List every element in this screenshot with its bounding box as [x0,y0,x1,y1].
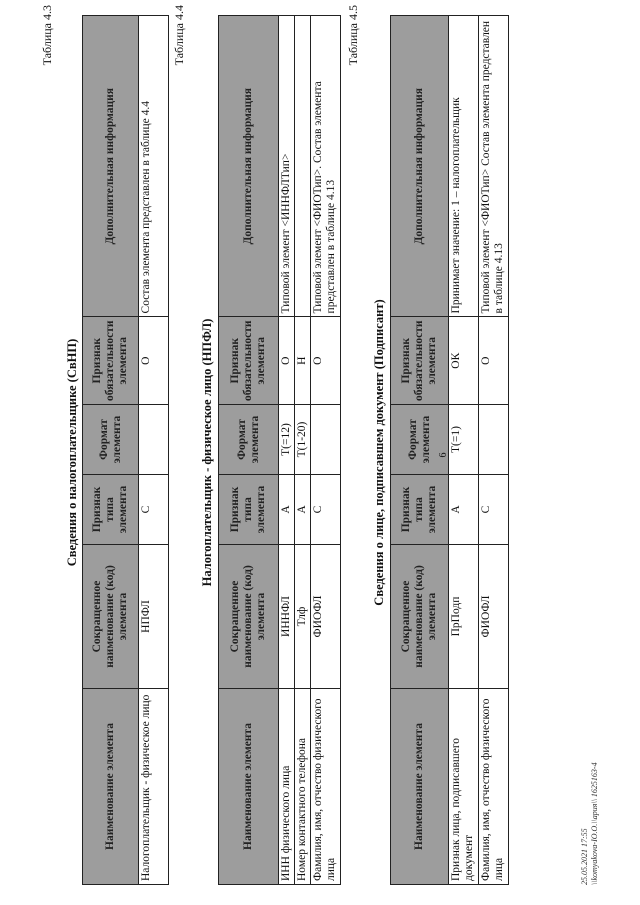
cell-type: А [295,475,311,545]
header-code: Сокращенное наименование (код) элемента [83,545,139,689]
cell-info [295,16,311,317]
cell-name: Налогоплательщик - физическое лицо [139,689,169,885]
table-4-4 [218,15,341,885]
header-required: Признак обязательности элемента [391,317,449,405]
cell-code: Тлф [295,545,311,689]
header-type: Признак типа элемента [391,475,449,545]
cell-type: С [139,475,169,545]
page-number: 6 [438,452,449,458]
table-row [139,16,169,885]
cell-info: Типовой элемент <ФИОТип>. Состав элемента представлен в таблице 4.13 [311,16,341,317]
header-type: Признак типа элемента [219,475,279,545]
cell-format [139,405,169,475]
cell-required: ОК [449,317,479,405]
table-caption-4-4: Таблица 4.4 [172,5,186,66]
table-caption-4-3: Таблица 4.3 [40,5,54,66]
header-format: Формат элемента [219,405,279,475]
cell-name: Фамилия, имя, отчество физического лица [311,689,341,885]
cell-required: Н [295,317,311,405]
print-stamp [580,625,600,885]
header-info: Дополнительная информация [391,16,449,317]
cell-code: ФИОФЛ [479,545,509,689]
cell-code: ПрПодп [449,545,479,689]
header-info: Дополнительная информация [219,16,279,317]
cell-name: Фамилия, имя, отчество физического лица [479,689,509,885]
cell-code: ИННФЛ [279,545,295,689]
table-row [449,16,479,885]
table-4-3 [82,15,169,885]
header-name: Наименование элемента [83,689,139,885]
header-code: Сокращенное наименование (код) элемента [391,545,449,689]
cell-required: О [139,317,169,405]
stamp-user: \\komyakova-IO.O.\\ария\\ 1625163-4 [590,762,599,885]
cell-code: ФИОФЛ [311,545,341,689]
cell-name: Номер контактного телефона [295,689,311,885]
table-caption-4-5: Таблица 4.5 [346,5,360,66]
cell-name: ИНН физического лица [279,689,295,885]
header-required: Признак обязательности элемента [83,317,139,405]
cell-name: Признак лица, подписавшего документ [449,689,479,885]
cell-required: О [279,317,295,405]
table-row [311,16,341,885]
stamp-date: 25.05.2021 17:55 [580,828,589,885]
cell-info: Типовой элемент <ФИОТип> Состав элемента представлен в таблице 4.13 [479,16,509,317]
cell-type: С [311,475,341,545]
cell-info: Состав элемента представлен в таблице 4.4 [139,16,169,317]
table-row [479,16,509,885]
header-name: Наименование элемента [391,689,449,885]
table-row [279,16,295,885]
cell-required: О [479,317,509,405]
header-name: Наименование элемента [219,689,279,885]
cell-format [311,405,341,475]
cell-type: А [449,475,479,545]
cell-format: T(1-20) [295,405,311,475]
table-title-signer: Сведения о лице, подписавшем документ (Подписант) [372,299,386,606]
header-format: Формат элемента [391,405,449,475]
header-type: Признак типа элемента [83,475,139,545]
cell-format [479,405,509,475]
cell-format: T(=12) [279,405,295,475]
cell-code: НПФЛ [139,545,169,689]
header-info: Дополнительная информация [83,16,139,317]
cell-info: Принимает значение: 1 – налогоплательщик [449,16,479,317]
header-format: Формат элемента [83,405,139,475]
cell-format: T(=1) [449,405,479,475]
cell-info: Типовой элемент <ИННФЛТип> [279,16,295,317]
header-code: Сокращенное наименование (код) элемента [219,545,279,689]
table-title-svnp: Сведения о налогоплательщике (СвНП) [65,338,79,567]
table-row [295,16,311,885]
table-4-5 [390,15,509,885]
cell-type: С [479,475,509,545]
cell-type: А [279,475,295,545]
table-title-npfl: Налогоплательщик - физическое лицо (НПФЛ) [200,318,214,587]
header-required: Признак обязательности элемента [219,317,279,405]
cell-required: О [311,317,341,405]
